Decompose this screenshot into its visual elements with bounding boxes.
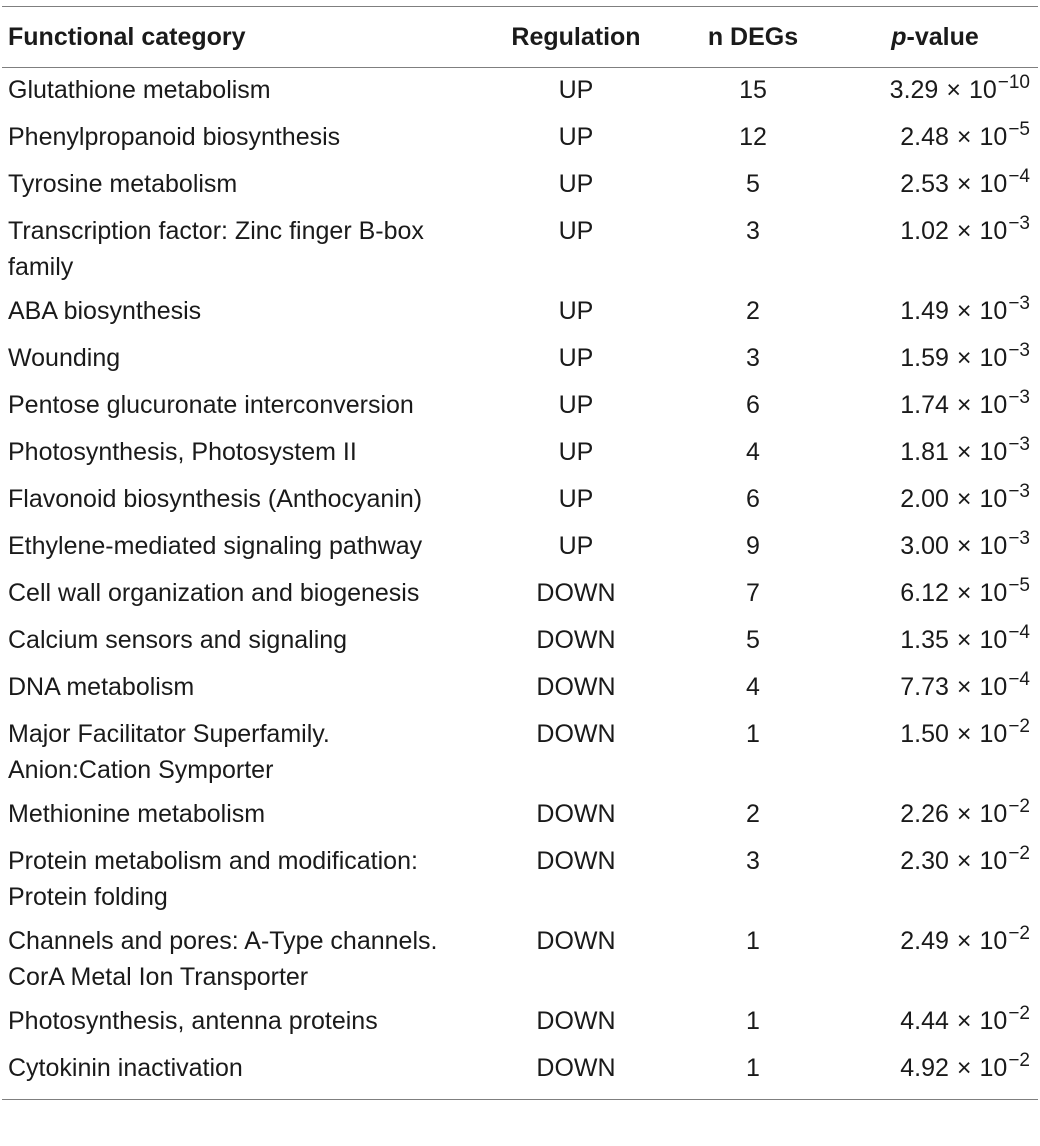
cell-p-value [832,430,1038,477]
header-p-value [832,7,1038,68]
times-symbol: × [956,217,972,245]
p-value-mantissa: 1.74 [900,391,949,419]
cell-functional-category: ABA biosynthesis [8,297,202,325]
cell-n-degs: 5 [746,170,760,198]
cell-regulation: DOWN [536,1007,616,1035]
p-value-base: 10 [979,720,1008,748]
cell-regulation: UP [558,123,594,151]
p-value-base: 10 [979,297,1008,325]
p-value-exponent: −4 [1008,622,1030,643]
cell-functional-category: Calcium sensors and signaling [8,626,348,654]
cell-n-degs: 7 [746,579,760,607]
cell-functional-category: Transcription factor: Zinc finger B-box family [8,217,424,281]
cell-p-value [832,792,1038,839]
cell-n-degs: 2 [746,800,760,828]
cell-n-degs: 1 [746,720,760,748]
times-symbol: × [956,170,972,198]
p-value-exponent: −3 [1008,434,1030,455]
cell-functional-category: Protein metabolism and modification: Protein folding [8,847,418,911]
cell-p-value [832,68,1038,116]
p-value-base: 10 [979,344,1008,372]
cell-regulation: DOWN [536,800,616,828]
p-value-exponent: −2 [1008,1003,1030,1024]
p-value-base: 10 [979,532,1008,560]
table-row [2,477,1038,524]
p-value-mantissa: 6.12 [900,579,949,607]
times-symbol: × [956,485,972,513]
cell-functional-category: Ethylene-mediated signaling pathway [8,532,423,560]
p-value-base: 10 [979,800,1008,828]
p-value-mantissa: 1.35 [900,626,949,654]
table-row [2,430,1038,477]
cell-functional-category: Glutathione metabolism [8,76,271,104]
p-value-base: 10 [979,673,1008,701]
p-value-exponent: −2 [1008,796,1030,817]
p-value-exponent: −4 [1008,166,1030,187]
cell-p-value [832,665,1038,712]
cell-p-value [832,1046,1038,1099]
p-value-exponent: −2 [1008,923,1030,944]
p-value-mantissa: 2.26 [900,800,949,828]
cell-n-degs: 15 [739,76,767,104]
cell-regulation: UP [558,532,594,560]
header-functional-category: Functional category [2,7,478,68]
p-value-mantissa: 7.73 [900,673,949,701]
cell-p-value [832,839,1038,919]
p-value-mantissa: 1.50 [900,720,949,748]
times-symbol: × [956,579,972,607]
p-value-mantissa: 3.29 [889,76,939,104]
times-symbol: × [956,123,972,151]
cell-n-degs: 6 [746,485,760,513]
cell-p-value [832,524,1038,571]
cell-n-degs: 1 [746,1007,760,1035]
p-value-exponent: −5 [1008,575,1030,596]
table-bottom-rule [2,1099,1038,1100]
cell-functional-category: Cytokinin inactivation [8,1054,243,1082]
cell-p-value [832,919,1038,999]
times-symbol: × [956,800,972,828]
cell-p-value [832,209,1038,289]
p-value-base: 10 [979,847,1008,875]
table-row [2,209,1038,289]
p-value-mantissa: 4.92 [900,1054,949,1082]
cell-functional-category: Photosynthesis, antenna proteins [8,1007,378,1035]
header-regulation: Regulation [478,7,674,68]
times-symbol: × [956,1007,972,1035]
times-symbol: × [956,720,972,748]
cell-n-degs: 4 [746,673,760,701]
times-symbol: × [946,76,961,104]
cell-regulation: DOWN [536,1054,616,1082]
p-value-base: 10 [979,626,1008,654]
table-row [2,524,1038,571]
cell-regulation: UP [558,438,594,466]
cell-n-degs: 3 [746,217,760,245]
times-symbol: × [956,1054,972,1082]
table-row [2,618,1038,665]
p-value-base: 10 [979,391,1008,419]
p-value-exponent: −2 [1008,843,1030,864]
table-row [2,383,1038,430]
cell-p-value [832,336,1038,383]
cell-n-degs: 6 [746,391,760,419]
cell-regulation: UP [558,170,594,198]
cell-functional-category: Channels and pores: A-Type channels. CorA Metal Ion Transporter [8,927,438,991]
cell-functional-category: Flavonoid biosynthesis (Anthocyanin) [8,485,423,513]
cell-regulation: UP [558,297,594,325]
table-row [2,289,1038,336]
cell-regulation: DOWN [536,720,616,748]
cell-n-degs: 9 [746,532,760,560]
p-value-exponent: −5 [1008,119,1030,140]
times-symbol: × [956,626,972,654]
cell-n-degs: 5 [746,626,760,654]
cell-p-value [832,162,1038,209]
cell-p-value [832,477,1038,524]
cell-regulation: DOWN [536,847,616,875]
p-value-exponent: −3 [1008,340,1030,361]
p-value-exponent: −3 [1008,387,1030,408]
header-p-suffix: -value [906,22,979,51]
cell-regulation: DOWN [536,927,616,955]
p-value-base: 10 [979,1007,1008,1035]
cell-functional-category: Cell wall organization and biogenesis [8,579,420,607]
table-row [2,571,1038,618]
cell-p-value [832,618,1038,665]
cell-regulation: UP [558,76,594,104]
cell-p-value [832,712,1038,792]
p-value-mantissa: 4.44 [900,1007,949,1035]
table-row [2,792,1038,839]
p-value-mantissa: 2.00 [900,485,949,513]
p-value-mantissa: 2.49 [900,927,949,955]
cell-p-value [832,289,1038,336]
header-n-degs: n DEGs [674,7,832,68]
cell-functional-category: Phenylpropanoid biosynthesis [8,123,341,151]
times-symbol: × [956,847,972,875]
p-value-mantissa: 3.00 [900,532,949,560]
p-value-exponent: −3 [1008,481,1030,502]
cell-functional-category: Methionine metabolism [8,800,266,828]
p-value-exponent: −2 [1008,716,1030,737]
cell-regulation: DOWN [536,579,616,607]
p-value-base: 10 [979,217,1008,245]
enrichment-table-container [2,6,1038,1100]
times-symbol: × [956,344,972,372]
p-value-exponent: −2 [1008,1050,1030,1071]
p-value-mantissa: 1.49 [900,297,949,325]
p-value-base: 10 [979,170,1008,198]
table-header [2,7,1038,68]
cell-functional-category: Pentose glucuronate interconversion [8,391,414,419]
cell-functional-category: Photosynthesis, Photosystem II [8,438,357,466]
table-row [2,1046,1038,1099]
p-value-base: 10 [979,1054,1008,1082]
cell-regulation: DOWN [536,626,616,654]
cell-functional-category: Wounding [8,344,121,372]
table-row [2,162,1038,209]
p-value-base: 10 [979,438,1008,466]
p-value-base: 10 [979,485,1008,513]
cell-n-degs: 12 [739,123,767,151]
table-row [2,839,1038,919]
cell-p-value [832,571,1038,618]
table-row [2,999,1038,1046]
cell-p-value [832,383,1038,430]
p-value-exponent: −3 [1008,213,1030,234]
table-row [2,68,1038,116]
cell-n-degs: 4 [746,438,760,466]
times-symbol: × [956,673,972,701]
p-value-mantissa: 2.48 [900,123,949,151]
times-symbol: × [956,927,972,955]
cell-n-degs: 1 [746,927,760,955]
table-row [2,665,1038,712]
cell-functional-category: Tyrosine metabolism [8,170,238,198]
cell-p-value [832,115,1038,162]
times-symbol: × [956,532,972,560]
p-value-mantissa: 1.02 [900,217,949,245]
cell-n-degs: 3 [746,847,760,875]
p-value-base: 10 [979,579,1008,607]
p-value-mantissa: 2.53 [900,170,949,198]
cell-functional-category: DNA metabolism [8,673,195,701]
p-value-mantissa: 1.59 [900,344,949,372]
table-row [2,919,1038,999]
p-value-exponent: −10 [997,72,1030,93]
cell-functional-category: Major Facilitator Superfamily. Anion:Cation Symporter [8,720,330,784]
header-row [2,7,1038,68]
cell-regulation: UP [558,344,594,372]
p-value-exponent: −3 [1008,293,1030,314]
cell-regulation: UP [558,485,594,513]
table-row [2,712,1038,792]
p-value-base: 10 [979,123,1008,151]
cell-n-degs: 3 [746,344,760,372]
p-value-base: 10 [979,927,1008,955]
cell-regulation: UP [558,391,594,419]
p-value-exponent: −4 [1008,669,1030,690]
enrichment-table [2,7,1038,1099]
table-row [2,336,1038,383]
times-symbol: × [956,438,972,466]
table-row [2,115,1038,162]
cell-n-degs: 2 [746,297,760,325]
header-p-italic: p [891,22,907,51]
p-value-mantissa: 2.30 [900,847,949,875]
times-symbol: × [956,391,972,419]
table-body [2,68,1038,1100]
p-value-mantissa: 1.81 [900,438,949,466]
p-value-base: 10 [968,76,997,104]
times-symbol: × [956,297,972,325]
cell-n-degs: 1 [746,1054,760,1082]
p-value-exponent: −3 [1008,528,1030,549]
cell-regulation: DOWN [536,673,616,701]
cell-regulation: UP [558,217,594,245]
cell-p-value [832,999,1038,1046]
